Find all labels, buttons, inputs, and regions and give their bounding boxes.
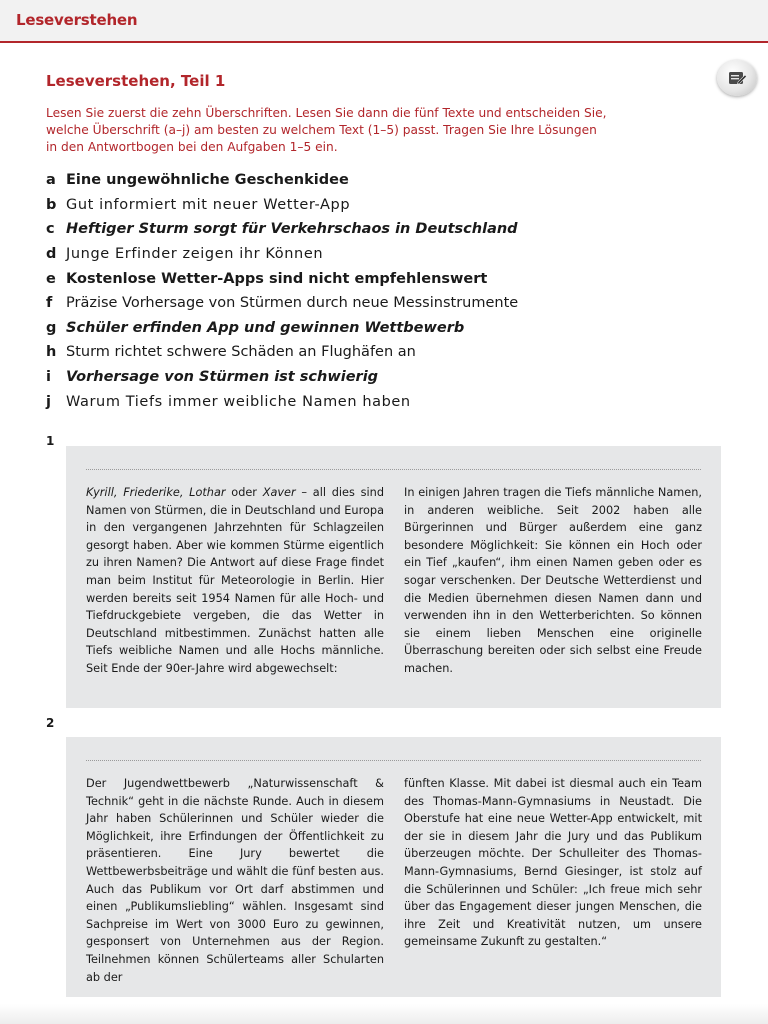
heading-item-i <box>46 365 726 390</box>
heading-item-e <box>46 266 726 291</box>
heading-item-c <box>46 217 726 242</box>
heading-letter: g <box>46 319 57 336</box>
heading-item-b <box>46 193 726 218</box>
conjunction: oder <box>225 486 263 499</box>
heading-text: Sturm richtet schwere Schäden an Flughäfen an <box>66 344 416 361</box>
text-1-left-column <box>86 484 384 678</box>
heading-text: Eine ungewöhnliche Geschenkidee <box>66 172 349 189</box>
heading-text: Präzise Vorhersage von Stürmen durch neue Messinstrumente <box>66 295 519 312</box>
dotted-divider <box>86 469 701 470</box>
heading-text: Kostenlose Wetter-Apps sind nicht empfehlenswert <box>66 270 488 287</box>
task-instructions <box>46 105 656 156</box>
storm-name-last: Xaver <box>262 486 296 499</box>
text-number-1: 1 <box>46 434 55 448</box>
section-title: Leseverstehen, Teil 1 <box>46 72 226 90</box>
heading-item-j <box>46 389 726 414</box>
heading-text: Schüler erfinden App und gewinnen Wettbewerb <box>66 319 465 336</box>
dotted-divider <box>86 760 701 761</box>
heading-letter: e <box>46 270 56 287</box>
heading-list <box>46 168 726 414</box>
edit-icon <box>727 69 747 87</box>
heading-letter: h <box>46 344 57 361</box>
instruction-line: welche Überschrift (a–j) am besten zu welchem Text (1–5) passt. Tragen Sie Ihre Lösungen <box>46 123 597 137</box>
heading-letter: j <box>46 393 51 410</box>
heading-letter: f <box>46 295 53 312</box>
text-1-right-column: In einigen Jahren tragen die Tiefs männliche Namen, in anderen weibliche. Seit 2002 haben alle Bürgerinnen und Bürger außerdem eine ganz besondere Möglichkeit: Sie können ein Hoch oder ein Tief „kaufen“, ihm einen Namen geben oder es sogar verschenken. Der Deutsche Wetterdienst und die Medien übernehmen diesen Namen dann und verwenden ihn in den Wetterberichten. So können sie einem lieben Menschen eine originelle Überraschung bereiten oder sich selbst eine Freude machen. <box>404 486 702 675</box>
heading-item-d <box>46 242 726 267</box>
text-2-left-column: Der Jugendwettbewerb „Naturwissenschaft & Technik“ geht in die nächste Runde. Auch in diesem Jahr haben Schülerinnen und Schüler wieder die Möglichkeit, ihre Erfindungen der Öffentlichkeit zu präsentieren. Eine Jury bewertet die Wettbewerbsbeiträge und wählt die fünf besten aus. Auch das Publikum vor Ort darf abstimmen und einen „Publikumsliebling“ wählen. Insgesamt sind Sachpreise im Wert von 3000 Euro zu gewinnen, gesponsert von Unternehmen aus der Region. Teilnehmen können Schülerteams aller Schularten ab der <box>86 777 384 984</box>
heading-item-g <box>46 316 726 341</box>
edit-notes-button[interactable] <box>717 60 757 96</box>
heading-text: Junge Erfinder zeigen ihr Können <box>66 246 324 263</box>
heading-item-a <box>46 168 726 193</box>
heading-text: Gut informiert mit neuer Wetter-App <box>66 196 351 213</box>
heading-letter: b <box>46 196 57 213</box>
storm-names: Kyrill, Friederike, Lothar <box>86 486 226 499</box>
heading-text: Heftiger Sturm sorgt für Verkehrschaos in Deutschland <box>66 221 518 238</box>
instruction-line: in den Antwortbogen bei den Aufgaben 1–5 ein. <box>46 140 338 154</box>
text-box-2 <box>66 737 721 997</box>
heading-letter: d <box>46 246 57 263</box>
bottom-edge <box>0 1004 768 1024</box>
text-1-left-body: – all dies sind Namen von Stürmen, die in Deutschland und Europa in den vergangenen Jahrzehnten für Schlagzeilen gesorgt haben. Aber wie kommen Stürme eigentlich zu ihren Namen? Die Antwort auf diese Frage findet man beim Institut für Meteorologie in Berlin. Hier werden bereits seit 1954 Namen für alle Hoch- und Tiefdruckgebiete vergeben, die das Wetter in Deutschland mitbestimmen. Zunächst hatten alle Tiefs weibliche Namen und alle Hochs männliche. Seit Ende der 90er-Jahre wird abgewechselt: <box>86 486 384 675</box>
heading-letter: c <box>46 221 55 238</box>
heading-item-h <box>46 340 726 365</box>
heading-text: Vorhersage von Stürmen ist schwierig <box>66 369 379 386</box>
instruction-line: Lesen Sie zuerst die zehn Überschriften. Lesen Sie dann die fünf Texte und entscheiden Sie, <box>46 106 607 120</box>
heading-text: Warum Tiefs immer weibliche Namen haben <box>66 393 411 410</box>
text-2-right-column: fünften Klasse. Mit dabei ist diesmal auch ein Team des Thomas-Mann-Gymnasiums in Neustadt. Die Oberstufe hat eine neue Wetter-App entwickelt, mit der sie in diesem Jahr die Jury und das Publikum überzeugen möchte. Der Schulleiter des Thomas-Mann-Gymnasiums, Bernd Giesinger, ist stolz auf die Schülerinnen und Schüler: „Ich freue mich sehr über das Engagement dieser jungen Menschen, die ihre Zeit und Kreativität nutzen, um unsere gemeinsame Zukunft zu gestalten.“ <box>404 777 702 949</box>
heading-letter: i <box>46 369 51 386</box>
text-box-1 <box>66 446 721 708</box>
heading-letter: a <box>46 172 56 189</box>
page-header-title: Leseverstehen <box>16 11 138 29</box>
heading-item-f <box>46 291 726 316</box>
top-bar <box>0 0 768 43</box>
text-number-2: 2 <box>46 716 55 730</box>
